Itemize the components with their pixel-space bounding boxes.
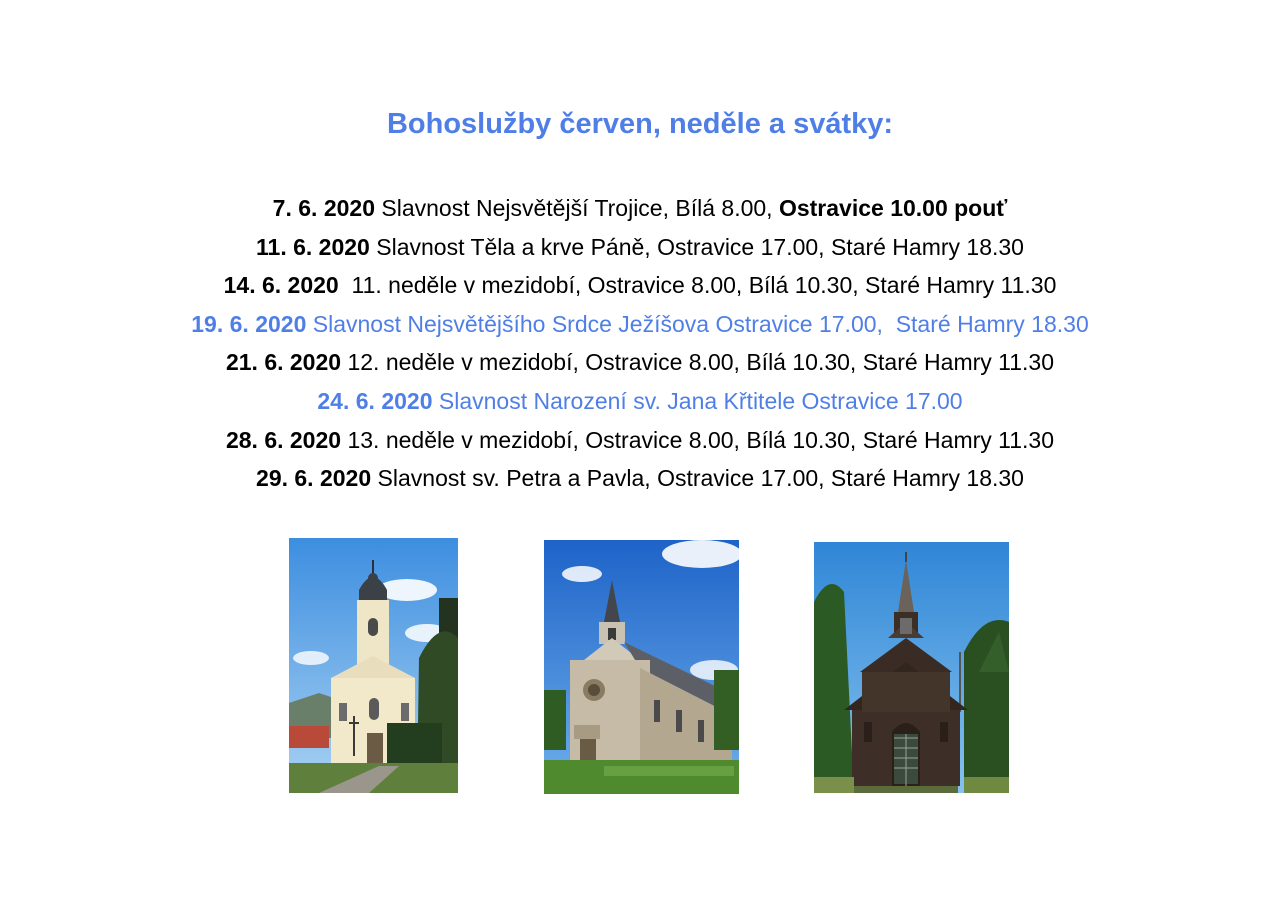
schedule-row bbox=[0, 228, 1280, 267]
schedule-row bbox=[0, 266, 1280, 305]
schedule-row bbox=[0, 343, 1280, 382]
schedule-list bbox=[0, 189, 1280, 498]
schedule-date: 29. 6. 2020 bbox=[256, 465, 372, 492]
schedule-text: Slavnost Nejsvětějšího Srdce Ježíšova Ostravice 17.00, Staré Hamry 18.30 bbox=[306, 310, 1089, 337]
schedule-date: 7. 6. 2020 bbox=[272, 195, 375, 221]
schedule-text: Slavnost Nejsvětější Trojice, Bílá 8.00, bbox=[374, 195, 779, 221]
schedule-text: 13. neděle v mezidobí, Ostravice 8.00, Bílá 10.30, Staré Hamry 11.30 bbox=[341, 426, 1055, 453]
schedule-date: 14. 6. 2020 bbox=[223, 272, 339, 299]
schedule-date: 19. 6. 2020 bbox=[191, 310, 307, 337]
schedule-date: 28. 6. 2020 bbox=[225, 426, 342, 453]
schedule-text: Slavnost sv. Petra a Pavla, Ostravice 17.00, Staré Hamry 18.30 bbox=[371, 465, 1024, 492]
schedule-text: 11. neděle v mezidobí, Ostravice 8.00, Bílá 10.30, Staré Hamry 11.30 bbox=[338, 272, 1057, 299]
schedule-date: 11. 6. 2020 bbox=[256, 233, 370, 260]
page-title: Bohoslužby červen, neděle a svátky: bbox=[386, 108, 894, 140]
schedule-row bbox=[0, 305, 1280, 344]
schedule-row bbox=[0, 459, 1280, 498]
schedule-date: 24. 6. 2020 bbox=[317, 387, 433, 414]
church-photo-bila bbox=[289, 538, 458, 793]
church-photo-stare-hamry bbox=[814, 542, 1009, 793]
schedule-date: 21. 6. 2020 bbox=[225, 349, 342, 376]
schedule-emphasis: Ostravice 10.00 pouť bbox=[778, 195, 1008, 221]
church-photo-ostravice bbox=[544, 540, 739, 794]
schedule-row bbox=[0, 382, 1280, 421]
schedule-row bbox=[0, 421, 1280, 460]
schedule-text: 12. neděle v mezidobí, Ostravice 8.00, Bílá 10.30, Staré Hamry 11.30 bbox=[341, 349, 1055, 376]
schedule-row bbox=[0, 189, 1280, 228]
schedule-text: Slavnost Narození sv. Jana Křtitele Ostravice 17.00 bbox=[432, 387, 963, 414]
schedule-text: Slavnost Těla a krve Páně, Ostravice 17.00, Staré Hamry 18.30 bbox=[369, 233, 1024, 260]
